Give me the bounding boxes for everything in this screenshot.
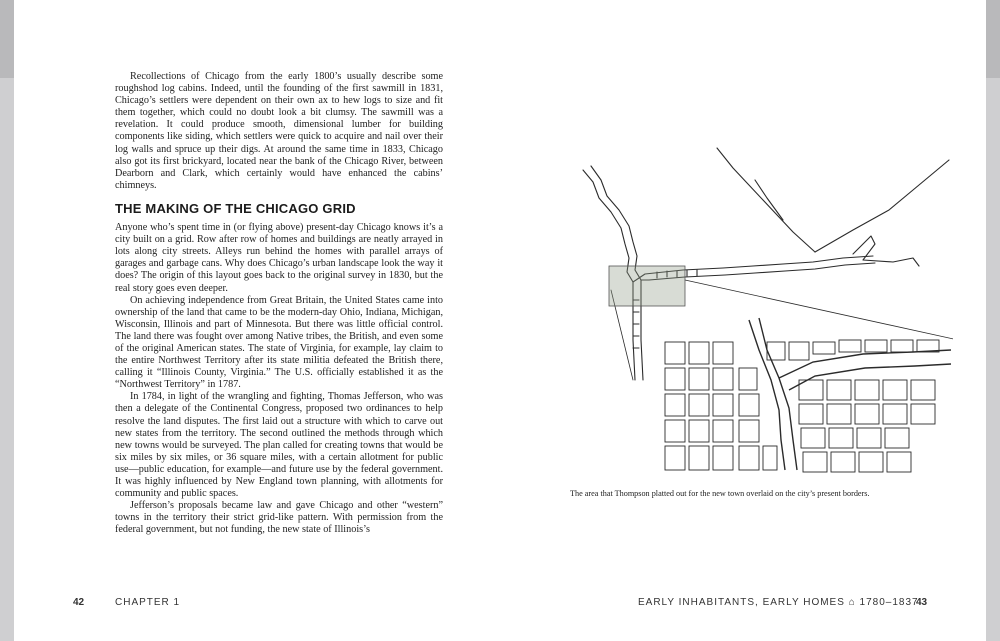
scroll-indicator-right[interactable] <box>986 0 1000 78</box>
running-head-left: CHAPTER 1 <box>115 597 181 608</box>
running-head-right <box>638 597 919 608</box>
running-head-title: EARLY INHABITANTS, EARLY HOMES <box>638 597 845 608</box>
paragraph: In 1784, in light of the wrangling and fighting, Thomas Jefferson, who was then a delegate of the Continental Congress, proposed two ordinances to help resolve the land disputes. The first laid out a structure with which to carve out new states from the territory. The second outlined the methods through which new towns would be surveyed. The plan called for creating towns that would be six miles by six miles, or 36 square miles, with a certain allotment for public use—public education, for example—and future use by the federal government. It was highly influenced by New England town planning, with allotments for community and public spaces. <box>115 391 443 500</box>
section-heading: THE MAKING OF THE CHICAGO GRID <box>115 200 356 216</box>
scroll-indicator-left[interactable] <box>0 0 14 78</box>
body-text <box>115 71 443 536</box>
page-number-left: 42 <box>73 597 85 608</box>
paragraph: Anyone who’s spent time in (or flying above) present-day Chicago knows it’s a city built on a grid. Row after row of homes and buildings are neatly arrayed in lots along city streets. Alleys run behind the homes with parallel arrays of garages and garbage cans. Why does Chicago’s urban landscape look the way it does? The origin of this layout goes back to the original survey in 1830, but the real story goes even deeper. <box>115 222 443 294</box>
page-number-right: 43 <box>916 597 928 608</box>
figure-caption: The area that Thompson platted out for the new town overlaid on the city’s present borders. <box>570 489 870 498</box>
book-spread <box>14 0 986 641</box>
running-head-years: 1780–1837 <box>859 597 919 608</box>
paragraph: Recollections of Chicago from the early 1800’s usually describe some roughshod log cabins. Indeed, until the founding of the first sawmill in 1831, Chicago’s settlers were dependent on their own ax to hew logs to size and fit them together, which could no doubt look a bit clumsy. The sawmill was a revelation. It could produce smooth, dimensional lumber for building components like siding, which settlers were quick to acquire and nail over their log walls and spruce up their digs. At around the same time in 1833, Chicago also got its first brickyard, located near the bank of the Chicago River, between Dearborn and Clark, which certainly would have enhanced the cabins’ chimneys. <box>115 71 443 191</box>
right-page <box>500 0 986 641</box>
paragraph: Jefferson’s proposals became law and gave Chicago and other “western” towns in the territory their strict grid-like pattern. With permission from the federal government, but not funding, the new state of Illinois’s <box>115 500 443 536</box>
left-page <box>14 0 500 641</box>
chicago-grid-map <box>553 140 953 485</box>
house-icon: ⌂ <box>848 597 856 608</box>
paragraph: On achieving independence from Great Britain, the United States came into ownership of the land that came to be the modern-day Ohio, Indiana, Michigan, Wisconsin, Illinois and part of Minnesota. But there was little official control. The land there was fought over among Native tribes, the British, and even some of the original American states. The state of Virginia, for example, lay claim to the entire Northwest Territory after its state militia defeated the British there, calling it “Illinois County, Virginia.” The U.S. officially established it as the “Northwest Territory” in 1787. <box>115 294 443 391</box>
